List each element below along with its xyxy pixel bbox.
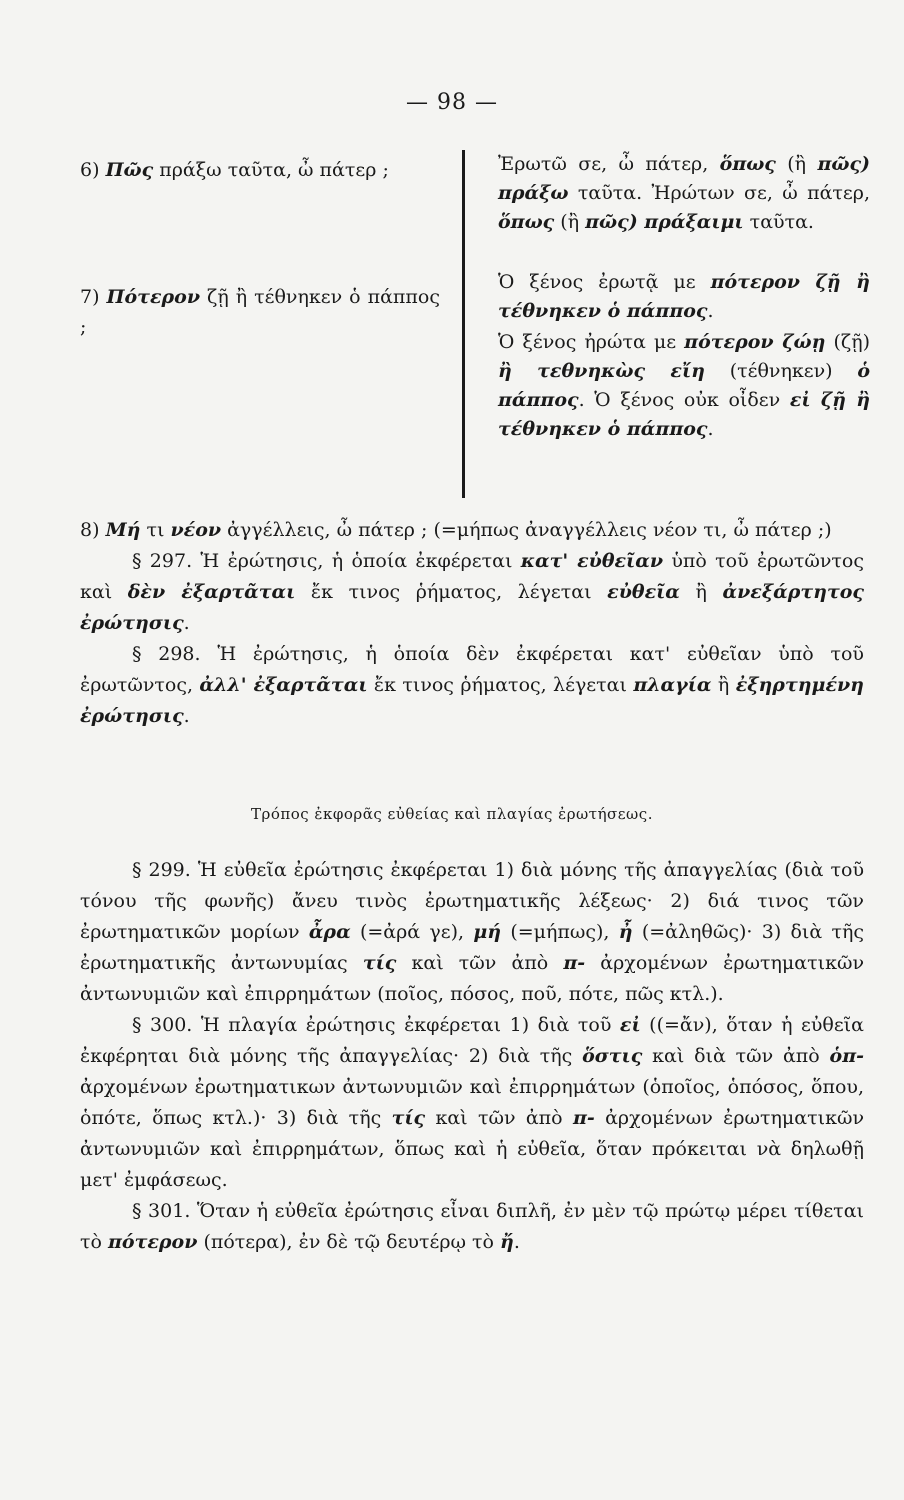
text-run: (ἢ (775, 153, 818, 175)
bold-run: ἀλλ' ἐξαρτᾶται (199, 674, 368, 696)
bold-run: Μή (105, 519, 141, 541)
bold-run: π- (563, 952, 586, 974)
section-heading: Τρόπος ἐκφορᾶς εὐθείας καὶ πλαγίας ἐρωτήσεως. (251, 805, 653, 823)
text-run: καὶ τῶν ἀπὸ (396, 952, 564, 974)
text-run: ὑπὸ τοῦ ἐρωτῶντος καὶ (80, 550, 864, 603)
bold-run: κατ' εὐθεῖαν (520, 550, 664, 572)
section-number: § 299. (132, 859, 191, 881)
text-run: Ὁ ξένος ἐρωτᾷ με (498, 271, 711, 293)
text-run: Ἡ πλαγία ἐρώτησις ἐκφέρεται 1) διὰ τοῦ (192, 1014, 620, 1036)
text-run: (=ἀρά γε), (350, 921, 474, 943)
item-text: πράξω ταῦτα, ὦ πάτερ ; (153, 159, 389, 181)
bold-run: εἰ ζῇ ἢ τέθνηκεν ὁ πάππος (498, 389, 871, 440)
text-run: (ἢ (554, 211, 586, 233)
section-number: § 300. (132, 1014, 193, 1036)
bold-run: π- (572, 1107, 595, 1129)
text-run: τι (140, 519, 171, 541)
text-run: (τέθνηκεν) (704, 360, 858, 382)
text-run: ταῦτα. (743, 211, 814, 233)
text-run: . Ὁ ξένος οὐκ οἶδεν (578, 389, 790, 411)
text-run: καὶ διὰ τῶν ἀπὸ (642, 1045, 830, 1067)
item-keyword: Πῶς (105, 159, 154, 181)
item-text: ζῇ ἢ τέθνηκεν ὁ πάππος ; (80, 286, 440, 338)
item-7 (80, 282, 440, 342)
main-text-block-2 (80, 855, 864, 1258)
text-run: ἔκ τινος ῥήματος, λέγεται (295, 581, 608, 603)
text-run: ἀρχομένων ἐρωτηματικων ἀντωνυμιῶν καὶ ἐπιρρημάτων (ὁποῖος, ὁπόσος, ὅπου, ὁπότε, ὅπως κτλ.)· 3) διὰ τῆς (80, 1076, 864, 1129)
right-paragraph-2 (498, 268, 870, 326)
text-run: . (707, 418, 714, 440)
bold-run: νέον (170, 519, 222, 541)
item-keyword: Πότερον (106, 286, 200, 308)
text-run: ἀρχομένων ἐρωτηματικῶν ἀντωνυμιῶν καὶ ἐπιρρημάτων (ποῖος, πόσος, ποῦ, πότε, πῶς κτλ.). (80, 952, 864, 1005)
bold-run: τίς (362, 952, 397, 974)
item-number: 7) (80, 286, 100, 308)
bold-run: ὅπως (719, 153, 776, 175)
text-run: (=μήπως), (501, 921, 619, 943)
bold-run: ἤ (500, 1231, 514, 1253)
item-6 (80, 155, 440, 185)
bold-run: ἦ (618, 921, 633, 943)
text-run: . (183, 705, 190, 727)
bold-run: ὅπως (498, 211, 555, 233)
text-run: καὶ τῶν ἀπὸ (425, 1107, 573, 1129)
section-297 (80, 546, 864, 639)
item-number: 6) (80, 159, 100, 181)
text-run: ἀγγέλλεις, ὦ πάτερ ; (=μήπως ἀναγγέλλεις νέον τι, ὦ πάτερ ;) (221, 519, 832, 541)
bold-run: ὅστις (582, 1045, 643, 1067)
text-run: (=ἀληθῶς)· 3) διὰ τῆς ἐρωτηματικῆς ἀντωνυμίας (80, 921, 865, 974)
bold-run: πότερον ζῇ ἢ τέθνηκεν ὁ πάππος (498, 271, 870, 322)
bold-run: τίς (391, 1107, 426, 1129)
text-run: Ὅταν ἡ εὐθεῖα ἐρώτησις εἶναι διπλῆ, ἐν μὲν τῷ πρώτῳ μέρει τίθεται τὸ (80, 1200, 864, 1253)
section-298 (80, 639, 864, 732)
bold-run: ἢ τεθνηκὼς εἴη (498, 360, 705, 382)
section-300 (80, 1010, 864, 1196)
text-run: ἀρχομένων ἐρωτηματικῶν ἀντωνυμιῶν καὶ ἐπιρρημάτων, ὅπως καὶ ἡ εὐθεῖα, ὅταν πρόκειται νὰ δηλωθῇ μετ' ἐμφάσεως. (80, 1107, 864, 1191)
bold-run: ὁ πάππος (498, 360, 870, 411)
text-run: ἔκ τινος ῥήματος, λέγεται (367, 674, 634, 696)
text-run: . (183, 612, 190, 634)
bold-run: εὐθεῖα (607, 581, 680, 603)
bold-run: ἀνεξάρτητος ἐρώτησις (80, 581, 864, 634)
bold-run: πῶς) πράξαιμι (585, 211, 744, 233)
text-run: (πότερα), ἐν δὲ τῷ δευτέρῳ τὸ (197, 1231, 501, 1253)
bold-run: δὲν ἐξαρτᾶται (127, 581, 296, 603)
page-number: — 98 — (406, 90, 498, 115)
bold-run: πλαγία (633, 674, 712, 696)
bold-run: πότερον (108, 1231, 198, 1253)
section-299 (80, 855, 864, 1010)
bold-run: ὁπ- (829, 1045, 864, 1067)
text-run: (ζῇ) (825, 331, 870, 353)
text-run: . (513, 1231, 520, 1253)
text-run: Ἡ εὐθεῖα ἐρώτησις ἐκφέρεται 1) διὰ μόνης τῆς ἀπαγγελίας (διὰ τοῦ τόνου τῆς φωνῆς) ἄνευ τινὸς ἐρωτηματικῆς λέξεως· 2) διά τινος τῶν ἐρωτηματικῶν μορίων (80, 859, 864, 943)
bold-run: εἰ (619, 1014, 641, 1036)
text-run: ἢ (711, 674, 736, 696)
item-number: 8) (80, 519, 100, 541)
text-run: . (707, 300, 714, 322)
item-8 (80, 515, 864, 546)
bold-run: πότερον ζώῃ (684, 331, 826, 353)
main-text-block-1 (80, 515, 864, 732)
section-number: § 301. (132, 1200, 191, 1222)
text-run: ταῦτα. Ἠρώτων σε, ὦ πάτερ, (568, 182, 870, 204)
bold-run: πῶς) πράξω (498, 153, 871, 204)
column-divider (462, 150, 465, 498)
section-301 (80, 1196, 864, 1258)
section-number: § 298. (132, 643, 201, 665)
text-run: Ἐρωτῶ σε, ὦ πάτερ, (498, 153, 720, 175)
text-run: Ἡ ἐρώτησις, ἡ ὁποία δὲν ἐκφέρεται κατ' εὐθεῖαν ὑπὸ τοῦ ἐρωτῶντος, (80, 643, 864, 696)
text-run: Ἡ ἐρώτησις, ἡ ὁποία ἐκφέρεται (192, 550, 521, 572)
text-run: ((=ἄν), ὅταν ἡ εὐθεῖα ἐκφέρηται διὰ μόνης τῆς ἀπαγγελίας· 2) διὰ τῆς (80, 1014, 864, 1067)
text-run: Ὁ ξένος ἠρώτα με (498, 331, 685, 353)
right-paragraph-1 (498, 150, 870, 237)
bold-run: μή (473, 921, 502, 943)
bold-run: ἆρα (308, 921, 351, 943)
right-paragraph-3 (498, 328, 870, 444)
text-run: ἢ (679, 581, 723, 603)
section-number: § 297. (132, 550, 193, 572)
bold-run: ἐξηρτημένη ἐρώτησις (80, 674, 864, 727)
